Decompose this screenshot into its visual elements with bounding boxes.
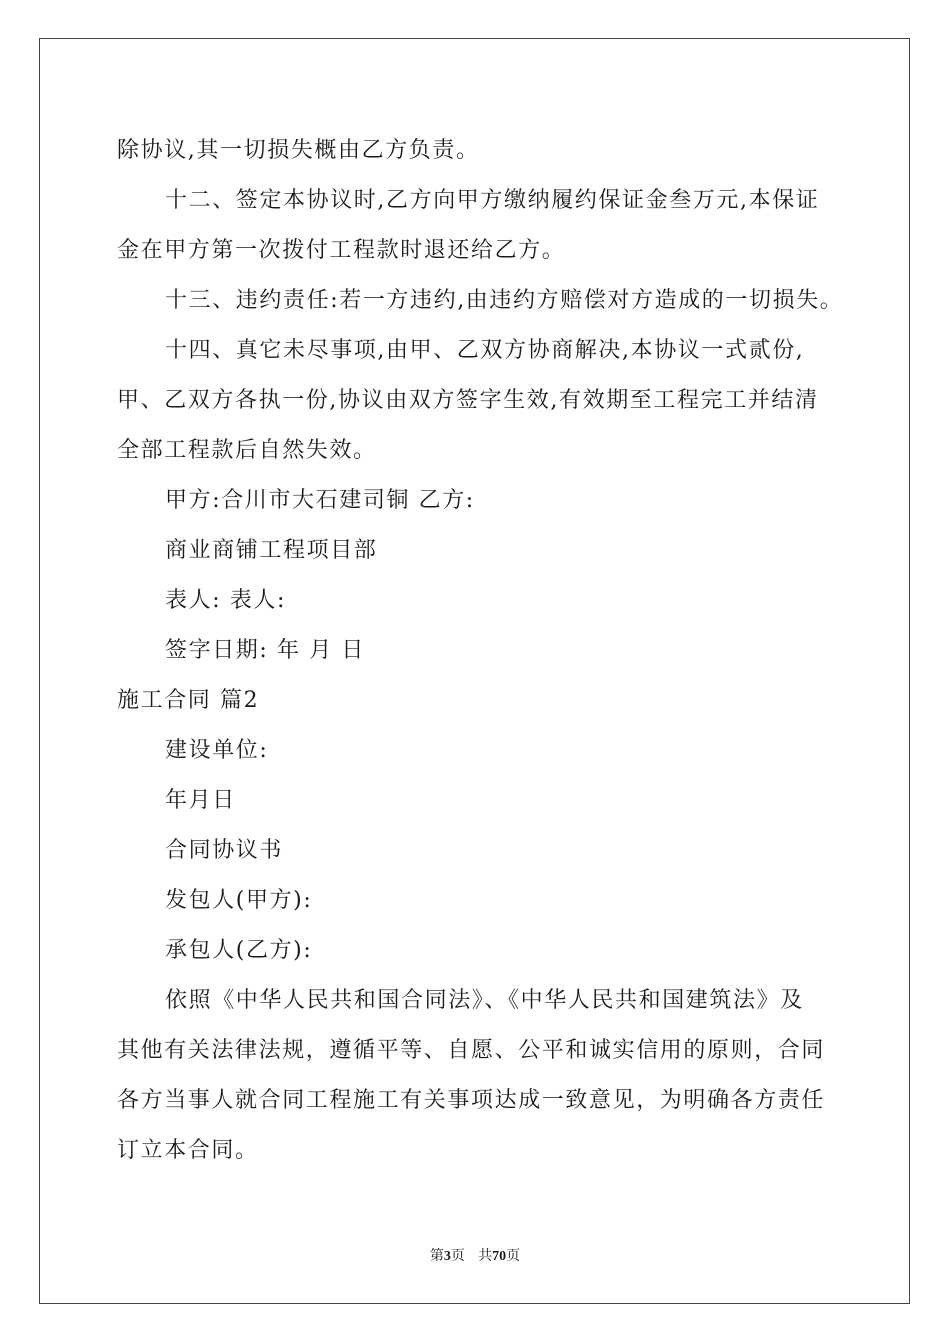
text-line: 除协议,其一切损失概由乙方负责。 [117, 138, 480, 163]
text-line: 金在甲方第一次拨付工程款时退还给乙方。 [117, 238, 566, 263]
text-line: 十三、违约责任:若一方违约,由违约方赔偿对方造成的一切损失。 [165, 288, 844, 313]
document-body [117, 126, 844, 1176]
text-line: 订立本合同。 [117, 1138, 259, 1163]
text-line: 十二、签定本协议时,乙方向甲方缴纳履约保证金叁万元,本保证 [165, 188, 820, 213]
text-line: 发包人(甲方): [165, 888, 313, 913]
text-line: 承包人(乙方): [165, 938, 313, 963]
party-line: 甲方:合川市大石建司铜 乙方: [165, 488, 475, 513]
text-line: 商业商铺工程项目部 [165, 538, 378, 563]
footer-mid: 页 共 [450, 1248, 493, 1264]
footer-suffix: 页 [506, 1248, 521, 1264]
footer-prefix: 第 [429, 1248, 444, 1264]
text-line: 十四、真它未尽事项,由甲、乙双方协商解决,本协议一式贰份, [165, 338, 805, 363]
text-line: 合同协议书 [165, 838, 284, 863]
signing-date-line: 签字日期: 年 月 日 [165, 638, 365, 663]
text-line: 各方当事人就合同工程施工有关事项达成一致意见，为明确各方责任 [117, 1088, 826, 1113]
total-page-number: 70 [492, 1249, 507, 1264]
text-line: 建设单位: [165, 738, 269, 763]
page-footer [0, 1245, 950, 1265]
text-line: 其他有关法律法规，遵循平等、自愿、公平和诚实信用的原则，合同 [117, 1038, 826, 1063]
section-heading: 施工合同 篇2 [117, 688, 260, 713]
text-line: 依照《中华人民共和国合同法》、《中华人民共和国建筑法》及 [165, 988, 804, 1013]
text-line: 年月日 [165, 788, 236, 813]
text-line: 全部工程款后自然失效。 [117, 438, 377, 463]
representative-line: 表人: 表人: [165, 588, 287, 613]
text-line: 甲、乙双方各执一份,协议由双方签字生效,有效期至工程完工并结清 [117, 388, 819, 413]
current-page-number: 3 [443, 1249, 451, 1264]
